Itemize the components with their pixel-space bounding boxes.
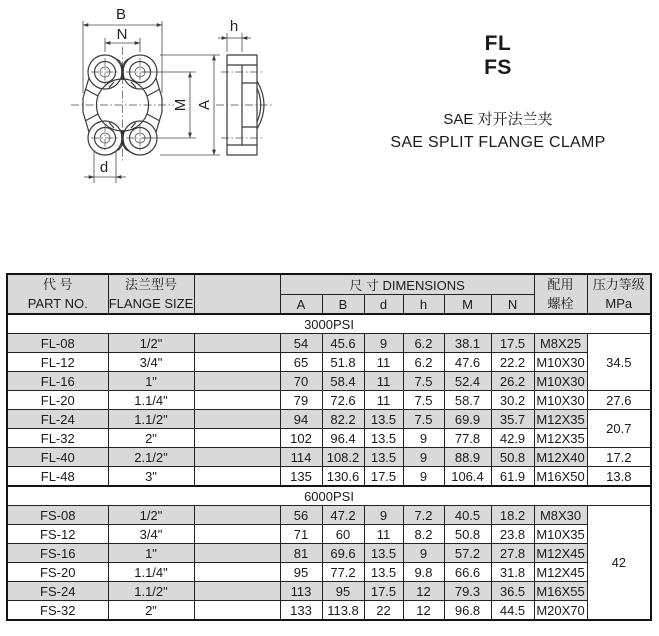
dim-n-cell: 36.5	[491, 582, 534, 601]
dim-d-cell: 9	[364, 506, 403, 525]
bolt-cell: M12X40	[534, 448, 587, 467]
dim-h-cell: 8.2	[403, 525, 444, 544]
dim-m-cell: 106.4	[444, 467, 491, 487]
dim-d-cell: 13.5	[364, 429, 403, 448]
table-row	[7, 525, 651, 544]
table-row	[7, 410, 651, 429]
psi-section-label: 3000PSI	[7, 314, 651, 334]
dim-d-cell: 17.5	[364, 582, 403, 601]
dim-a-cell: 113	[280, 582, 322, 601]
dim-label-h: h	[229, 18, 239, 35]
empty-cell	[194, 410, 280, 429]
part-no-cell: FL-20	[7, 391, 108, 410]
table-header	[7, 274, 651, 314]
dim-m-cell: 40.5	[444, 506, 491, 525]
part-no-cell: FL-08	[7, 334, 108, 353]
col-header-dim-a: A	[280, 295, 322, 315]
dim-b-cell: 77.2	[322, 563, 364, 582]
dim-a-cell: 79	[280, 391, 322, 410]
col-header-dimensions: 尺 寸 DIMENSIONS	[280, 274, 534, 295]
flange-size-cell: 3/4"	[108, 525, 194, 544]
table-row	[7, 467, 651, 487]
bolt-cell: M12X45	[534, 563, 587, 582]
table-row	[7, 429, 651, 448]
bolt-cell: M10X30	[534, 391, 587, 410]
mpa-cell: 20.7	[587, 410, 651, 448]
dim-a-cell: 70	[280, 372, 322, 391]
dim-a-cell: 95	[280, 563, 322, 582]
flange-size-cell: 1/2"	[108, 506, 194, 525]
dim-h-cell: 9	[403, 448, 444, 467]
dimension-annotations	[83, 6, 251, 183]
dim-n-cell: 26.2	[491, 372, 534, 391]
bolt-cell: M12X45	[534, 544, 587, 563]
dim-b-cell: 82.2	[322, 410, 364, 429]
dim-a-cell: 102	[280, 429, 322, 448]
dim-n-cell: 17.5	[491, 334, 534, 353]
dim-h-cell: 6.2	[403, 353, 444, 372]
empty-cell	[194, 582, 280, 601]
subtitle-chinese: SAE 对开法兰夹	[443, 111, 553, 128]
flange-size-cell: 1.1/2"	[108, 582, 194, 601]
col-header-pressure-unit: MPa	[605, 296, 633, 311]
bolt-cell: M16X55	[534, 582, 587, 601]
dim-b-cell: 95	[322, 582, 364, 601]
bolt-cell: M12X35	[534, 410, 587, 429]
dim-b-cell: 45.6	[322, 334, 364, 353]
col-header-dim-h: h	[403, 295, 444, 315]
col-header-bolt-cn2: 螺栓	[547, 296, 574, 311]
dim-label-m: M	[172, 98, 189, 112]
dim-n-cell: 22.2	[491, 353, 534, 372]
empty-cell	[194, 391, 280, 410]
bolt-cell: M10X35	[534, 525, 587, 544]
dim-n-cell: 23.8	[491, 525, 534, 544]
dim-a-cell: 94	[280, 410, 322, 429]
dim-a-cell: 71	[280, 525, 322, 544]
dim-m-cell: 88.9	[444, 448, 491, 467]
table-row	[7, 544, 651, 563]
flange-size-cell: 2.1/2"	[108, 448, 194, 467]
table-row	[7, 334, 651, 353]
dim-d-cell: 13.5	[364, 410, 403, 429]
bolt-cell: M16X50	[534, 467, 587, 487]
empty-cell	[194, 429, 280, 448]
flange-size-cell: 1.1/4"	[108, 391, 194, 410]
model-code-fl: FL	[484, 32, 512, 55]
dim-b-cell: 58.4	[322, 372, 364, 391]
dim-b-cell: 113.8	[322, 601, 364, 621]
dim-label-d: d	[99, 159, 109, 176]
dim-m-cell: 52.4	[444, 372, 491, 391]
dim-label-b: B	[115, 6, 127, 23]
dim-b-cell: 72.6	[322, 391, 364, 410]
empty-cell	[194, 544, 280, 563]
dim-a-cell: 114	[280, 448, 322, 467]
part-no-cell: FL-48	[7, 467, 108, 487]
bolt-cell: M8X30	[534, 506, 587, 525]
empty-cell	[194, 334, 280, 353]
dim-d-cell: 17.5	[364, 467, 403, 487]
bolt-cell: M10X30	[534, 353, 587, 372]
col-header-dim-m: M	[444, 295, 491, 315]
bolt-cell: M12X35	[534, 429, 587, 448]
flange-size-cell: 2"	[108, 601, 194, 621]
front-view	[71, 47, 174, 163]
dim-h-cell: 6.2	[403, 334, 444, 353]
dim-n-cell: 18.2	[491, 506, 534, 525]
col-header-pressure-cn: 压力等级	[592, 277, 645, 292]
table-body	[7, 314, 651, 620]
dim-a-cell: 133	[280, 601, 322, 621]
part-no-cell: FL-32	[7, 429, 108, 448]
dim-m-cell: 50.8	[444, 525, 491, 544]
mpa-cell: 13.8	[587, 467, 651, 487]
dim-d-cell: 9	[364, 334, 403, 353]
dim-n-cell: 35.7	[491, 410, 534, 429]
mpa-cell: 42	[587, 506, 651, 621]
col-header-part-no-cn: 代 号	[42, 277, 73, 292]
part-no-cell: FS-08	[7, 506, 108, 525]
psi-section-row	[7, 314, 651, 334]
col-header-empty	[194, 274, 280, 314]
table-row	[7, 582, 651, 601]
dim-n-cell: 50.8	[491, 448, 534, 467]
dim-d-cell: 13.5	[364, 544, 403, 563]
empty-cell	[194, 525, 280, 544]
bolt-cell: M10X30	[534, 372, 587, 391]
flange-size-cell: 1.1/4"	[108, 563, 194, 582]
part-no-cell: FL-24	[7, 410, 108, 429]
col-header-part-no	[7, 274, 108, 314]
col-header-dim-b: B	[322, 295, 364, 315]
empty-cell	[194, 372, 280, 391]
dim-h-cell: 7.2	[403, 506, 444, 525]
mpa-cell: 34.5	[587, 334, 651, 391]
part-no-cell: FS-24	[7, 582, 108, 601]
dim-h-cell: 12	[403, 582, 444, 601]
dim-n-cell: 31.8	[491, 563, 534, 582]
dim-n-cell: 61.9	[491, 467, 534, 487]
part-no-cell: FL-12	[7, 353, 108, 372]
dim-h-cell: 7.5	[403, 410, 444, 429]
psi-section-row	[7, 486, 651, 506]
empty-cell	[194, 601, 280, 621]
table-row	[7, 391, 651, 410]
dim-d-cell: 22	[364, 601, 403, 621]
dim-h-cell: 12	[403, 601, 444, 621]
technical-drawing	[0, 0, 300, 205]
table-row	[7, 353, 651, 372]
flange-size-cell: 1"	[108, 372, 194, 391]
mpa-cell: 27.6	[587, 391, 651, 410]
dim-b-cell: 47.2	[322, 506, 364, 525]
dim-h-cell: 9	[403, 429, 444, 448]
table-row	[7, 601, 651, 621]
dim-m-cell: 38.1	[444, 334, 491, 353]
dim-d-cell: 13.5	[364, 563, 403, 582]
dim-h-cell: 7.5	[403, 372, 444, 391]
side-view	[216, 55, 272, 155]
part-no-cell: FS-12	[7, 525, 108, 544]
flange-size-cell: 3/4"	[108, 353, 194, 372]
empty-cell	[194, 448, 280, 467]
dim-n-cell: 27.8	[491, 544, 534, 563]
part-no-cell: FL-40	[7, 448, 108, 467]
mpa-cell: 17.2	[587, 448, 651, 467]
col-header-flange-en: FLANGE SIZE	[108, 296, 194, 311]
dim-a-cell: 56	[280, 506, 322, 525]
dim-a-cell: 135	[280, 467, 322, 487]
dim-m-cell: 47.6	[444, 353, 491, 372]
dim-b-cell: 60	[322, 525, 364, 544]
dim-m-cell: 77.8	[444, 429, 491, 448]
dim-d-cell: 13.5	[364, 448, 403, 467]
empty-cell	[194, 563, 280, 582]
dim-h-cell: 9.8	[403, 563, 444, 582]
part-no-cell: FL-16	[7, 372, 108, 391]
dim-h-cell: 9	[403, 544, 444, 563]
flange-size-cell: 2"	[108, 429, 194, 448]
empty-cell	[194, 353, 280, 372]
dim-n-cell: 30.2	[491, 391, 534, 410]
part-no-cell: FS-16	[7, 544, 108, 563]
dim-m-cell: 57.2	[444, 544, 491, 563]
table-row	[7, 372, 651, 391]
dim-n-cell: 44.5	[491, 601, 534, 621]
part-no-cell: FS-32	[7, 601, 108, 621]
dim-d-cell: 11	[364, 353, 403, 372]
dim-b-cell: 130.6	[322, 467, 364, 487]
empty-cell	[194, 506, 280, 525]
dim-d-cell: 11	[364, 525, 403, 544]
col-header-flange-size	[108, 274, 194, 314]
title-block	[386, 32, 610, 155]
psi-section-label: 6000PSI	[7, 486, 651, 506]
dim-b-cell: 69.6	[322, 544, 364, 563]
part-no-cell: FS-20	[7, 563, 108, 582]
col-header-part-no-en: PART NO.	[27, 296, 88, 311]
dim-m-cell: 58.7	[444, 391, 491, 410]
flange-size-cell: 1"	[108, 544, 194, 563]
col-header-dim-n: N	[491, 295, 534, 315]
col-header-bolt-cn: 配用	[547, 277, 574, 292]
dim-m-cell: 79.3	[444, 582, 491, 601]
dim-b-cell: 108.2	[322, 448, 364, 467]
dim-label-n: N	[116, 26, 128, 43]
col-header-flange-cn: 法兰型号	[124, 277, 177, 292]
subtitle-english: SAE SPLIT FLANGE CLAMP	[390, 134, 606, 151]
dim-b-cell: 51.8	[322, 353, 364, 372]
model-code-fs: FS	[484, 56, 512, 79]
dim-label-a: A	[196, 99, 213, 111]
bolt-cell: M8X25	[534, 334, 587, 353]
flange-size-cell: 1.1/2"	[108, 410, 194, 429]
table-row	[7, 448, 651, 467]
dim-h-cell: 7.5	[403, 391, 444, 410]
dim-m-cell: 66.6	[444, 563, 491, 582]
dim-b-cell: 96.4	[322, 429, 364, 448]
bolt-cell: M20X70	[534, 601, 587, 621]
dim-n-cell: 42.9	[491, 429, 534, 448]
spec-table	[6, 273, 652, 621]
dim-h-cell: 9	[403, 467, 444, 487]
col-header-pressure	[587, 274, 651, 314]
col-header-dim-d: d	[364, 295, 403, 315]
col-header-bolt	[534, 274, 587, 314]
dim-a-cell: 65	[280, 353, 322, 372]
flange-size-cell: 3"	[108, 467, 194, 487]
dim-d-cell: 11	[364, 391, 403, 410]
dim-m-cell: 96.8	[444, 601, 491, 621]
table-row	[7, 506, 651, 525]
table-row	[7, 563, 651, 582]
dim-d-cell: 11	[364, 372, 403, 391]
dim-a-cell: 81	[280, 544, 322, 563]
flange-size-cell: 1/2"	[108, 334, 194, 353]
empty-cell	[194, 467, 280, 487]
dim-a-cell: 54	[280, 334, 322, 353]
dim-m-cell: 69.9	[444, 410, 491, 429]
